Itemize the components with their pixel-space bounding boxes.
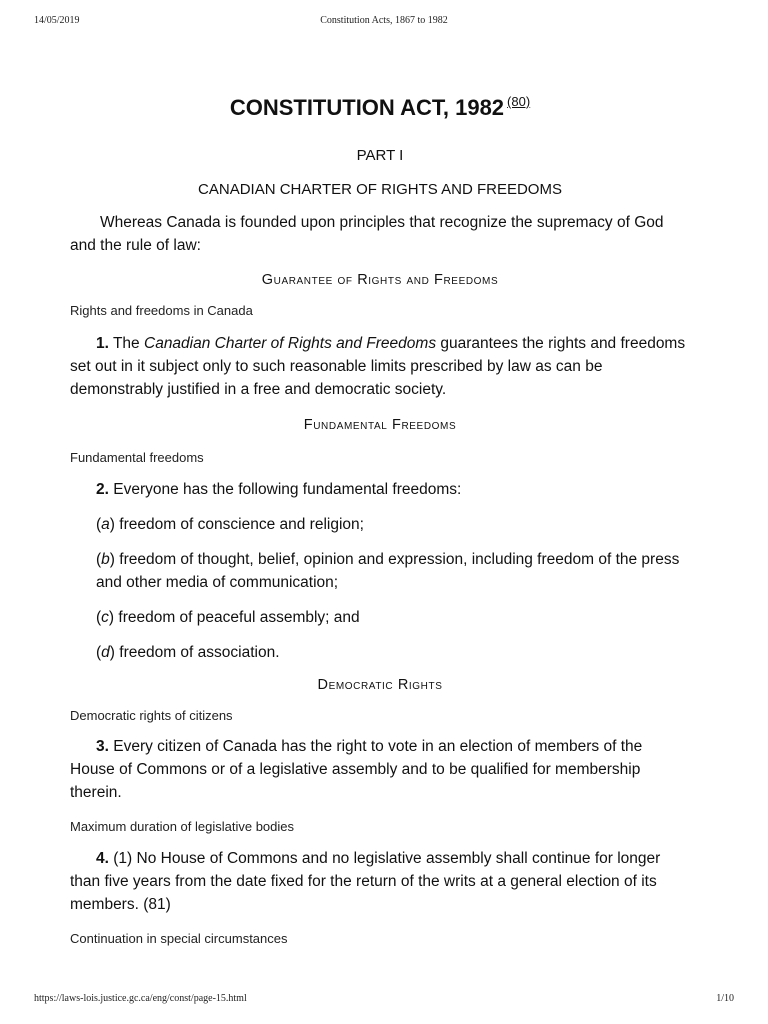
- section-1-charter-name: Canadian Charter of Rights and Freedoms: [144, 335, 437, 352]
- part-heading: PART I: [356, 147, 404, 164]
- section-2-item-b: (b) freedom of thought, belief, opinion and expression, including freedom of the press and other media of communication;: [96, 551, 680, 591]
- print-page-number: 1/10: [716, 993, 734, 1004]
- footnote-80-link[interactable]: (80): [507, 94, 531, 109]
- print-date: 14/05/2019: [34, 15, 80, 26]
- preamble: Whereas Canada is founded upon principles that recognize the supremacy of God and the rule of law:: [70, 214, 664, 254]
- page-title: [70, 84, 690, 120]
- section-2-item-d: (d) freedom of association.: [96, 644, 280, 661]
- section-1-number: 1.: [96, 335, 109, 352]
- section-2-number: 2.: [96, 481, 109, 498]
- print-doc-title: Constitution Acts, 1867 to 1982: [320, 15, 448, 26]
- section-1-text: guarantees the rights and freedoms set out in it subject only to such reasonable limits prescribed by law as can be demonstrably justified in a free and democratic society.: [70, 335, 686, 398]
- print-footer: [34, 993, 734, 1007]
- item-text: freedom of thought, belief, opinion and expression, including freedom of the press and other media of communication;: [96, 551, 680, 591]
- section-2-text: Everyone has the following fundamental freedoms:: [113, 481, 462, 498]
- section-3-number: 3.: [96, 738, 109, 755]
- marginal-note-s1: Rights and freedoms in Canada: [70, 303, 253, 318]
- item-text: freedom of peaceful assembly; and: [118, 609, 360, 626]
- heading-guarantee: Guarantee of Rights and Freedoms: [261, 272, 499, 288]
- item-text: freedom of conscience and religion;: [119, 516, 364, 533]
- charter-heading: CANADIAN CHARTER OF RIGHTS AND FREEDOMS: [198, 181, 562, 198]
- page-title-text: CONSTITUTION ACT, 1982: [229, 95, 505, 120]
- section-4-text: (1) No House of Commons and no legislative assembly shall continue for longer than five years from the date fixed for the return of the writs at a general election of its members. (81): [70, 850, 661, 913]
- heading-democratic: Democratic Rights: [317, 677, 443, 693]
- item-letter: b: [101, 551, 110, 568]
- section-1: [70, 332, 690, 401]
- document-body: [70, 84, 690, 948]
- item-text: freedom of association.: [119, 644, 280, 661]
- section-4: [70, 847, 690, 916]
- section-4-number: 4.: [96, 850, 109, 867]
- marginal-note-s3: Democratic rights of citizens: [70, 708, 233, 723]
- print-header: [34, 15, 734, 29]
- heading-fundamental: Fundamental Freedoms: [303, 417, 457, 433]
- item-letter: c: [101, 609, 109, 626]
- item-letter: d: [101, 644, 110, 661]
- section-2-item-a: (a) freedom of conscience and religion;: [96, 516, 364, 533]
- marginal-note-s4-2: Continuation in special circumstances: [70, 931, 288, 946]
- print-url: https://laws-lois.justice.gc.ca/eng/const/page-15.html: [34, 993, 247, 1004]
- item-letter: a: [101, 516, 110, 533]
- section-2: [70, 478, 690, 501]
- section-1-pre: The: [112, 335, 140, 352]
- section-3-text: Every citizen of Canada has the right to vote in an election of members of the House of Commons or of a legislative assembly and to be qualified for membership therein.: [70, 738, 643, 801]
- marginal-note-s2: Fundamental freedoms: [70, 450, 204, 465]
- marginal-note-s4: Maximum duration of legislative bodies: [70, 819, 294, 834]
- section-3: [70, 735, 690, 804]
- section-2-item-c: (c) freedom of peaceful assembly; and: [96, 609, 360, 626]
